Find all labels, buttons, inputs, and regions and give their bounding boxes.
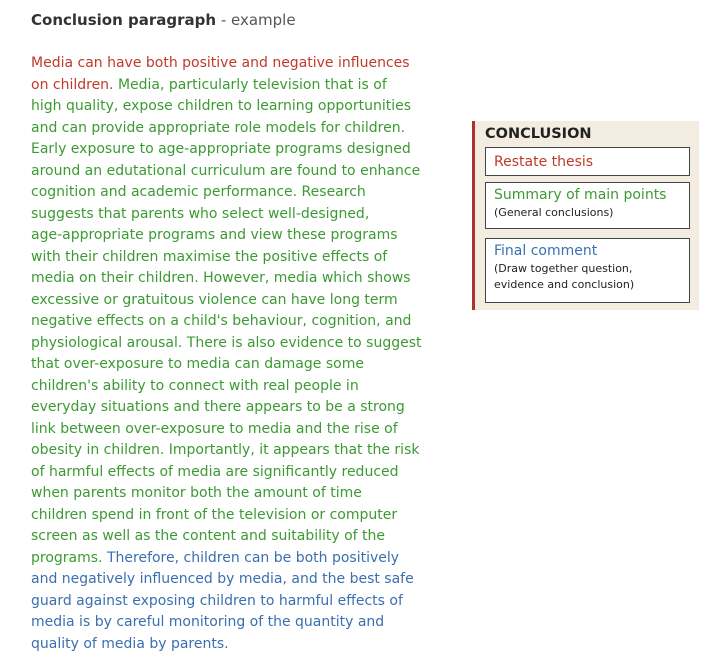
main-points-box [485,182,690,229]
final-comment-line: and negatively influenced by media, and the best safe [31,571,414,587]
heading-suffix: - example [216,11,296,29]
main-points-line: negative effects on a child's behaviour, cognition, and [31,313,412,329]
final-comment-box [485,238,690,303]
panel-title: CONCLUSION [485,126,592,142]
main-points-line: of harmful effects of media are significantly reduced [31,463,399,480]
final-comment-label: Final comment [494,243,598,259]
main-points-line: Early exposure to age-appropriate programs designed [31,141,411,157]
main-points-line: children's ability to connect with real people in [31,377,359,394]
main-points-line: children spend in front of the television or computer [31,506,398,523]
main-points-line: suggests that parents who select well-designed, [31,205,370,222]
main-points-line: cognition and academic performance. Research [31,184,366,200]
main-points-line: screen as well as the content and suitability of the [31,528,386,544]
heading-title: Conclusion paragraph [31,11,217,29]
paragraph-line [31,548,451,570]
main-points-label: Summary of main points [494,187,667,203]
main-points-line-end: programs. [31,549,103,566]
thesis-line: Media can have both positive and negative influences [31,55,410,71]
final-comment-line: guard against exposing children to harmful effects of [31,592,403,609]
page-heading [31,11,296,29]
final-comment-sublabel-1: (Draw together question, [494,262,633,275]
final-comment-line: media is by careful monitoring of the quantity and [31,614,385,630]
main-points-line: excessive or gratuitous violence can have long term [31,291,398,308]
main-points-line: high quality, expose children to learning opportunities [31,98,411,114]
main-points-line: with their children maximise the positive effects of [31,248,388,265]
final-comment-sublabel-2: evidence and conclusion) [494,278,635,291]
main-points-line: around an edutational curriculum are found to enhance [31,162,421,179]
final-comment-line: quality of media by parents. [31,635,229,652]
main-points-line: age-appropriate programs and view these programs [31,227,398,243]
main-points-line: and can provide appropriate role models for children. [31,119,406,136]
thesis-line-end: on children. [31,76,114,93]
main-points-line: media on their children. However, media which shows [31,270,411,286]
main-points-line: everyday situations and there appears to be a strong [31,399,405,415]
main-points-line: link between over-exposure to media and the rise of [31,420,398,437]
restate-thesis-box [485,147,690,176]
paragraph-line [31,75,451,97]
main-points-line: when parents monitor both the amount of time [31,485,362,501]
main-points-line: physiological arousal. There is also evidence to suggest [31,334,422,351]
main-points-line: that over-exposure to media can damage some [31,356,364,372]
main-points-line: obesity in children. Importantly, it appears that the risk [31,442,420,458]
conclusion-paragraph [31,53,451,655]
main-points-line-start: Media, particularly television that is of [113,76,387,93]
main-points-sublabel: (General conclusions) [494,206,614,219]
final-comment-line-start: Therefore, children can be both positively [102,549,400,566]
restate-thesis-label: Restate thesis [494,154,594,170]
conclusion-structure-panel [472,121,699,310]
